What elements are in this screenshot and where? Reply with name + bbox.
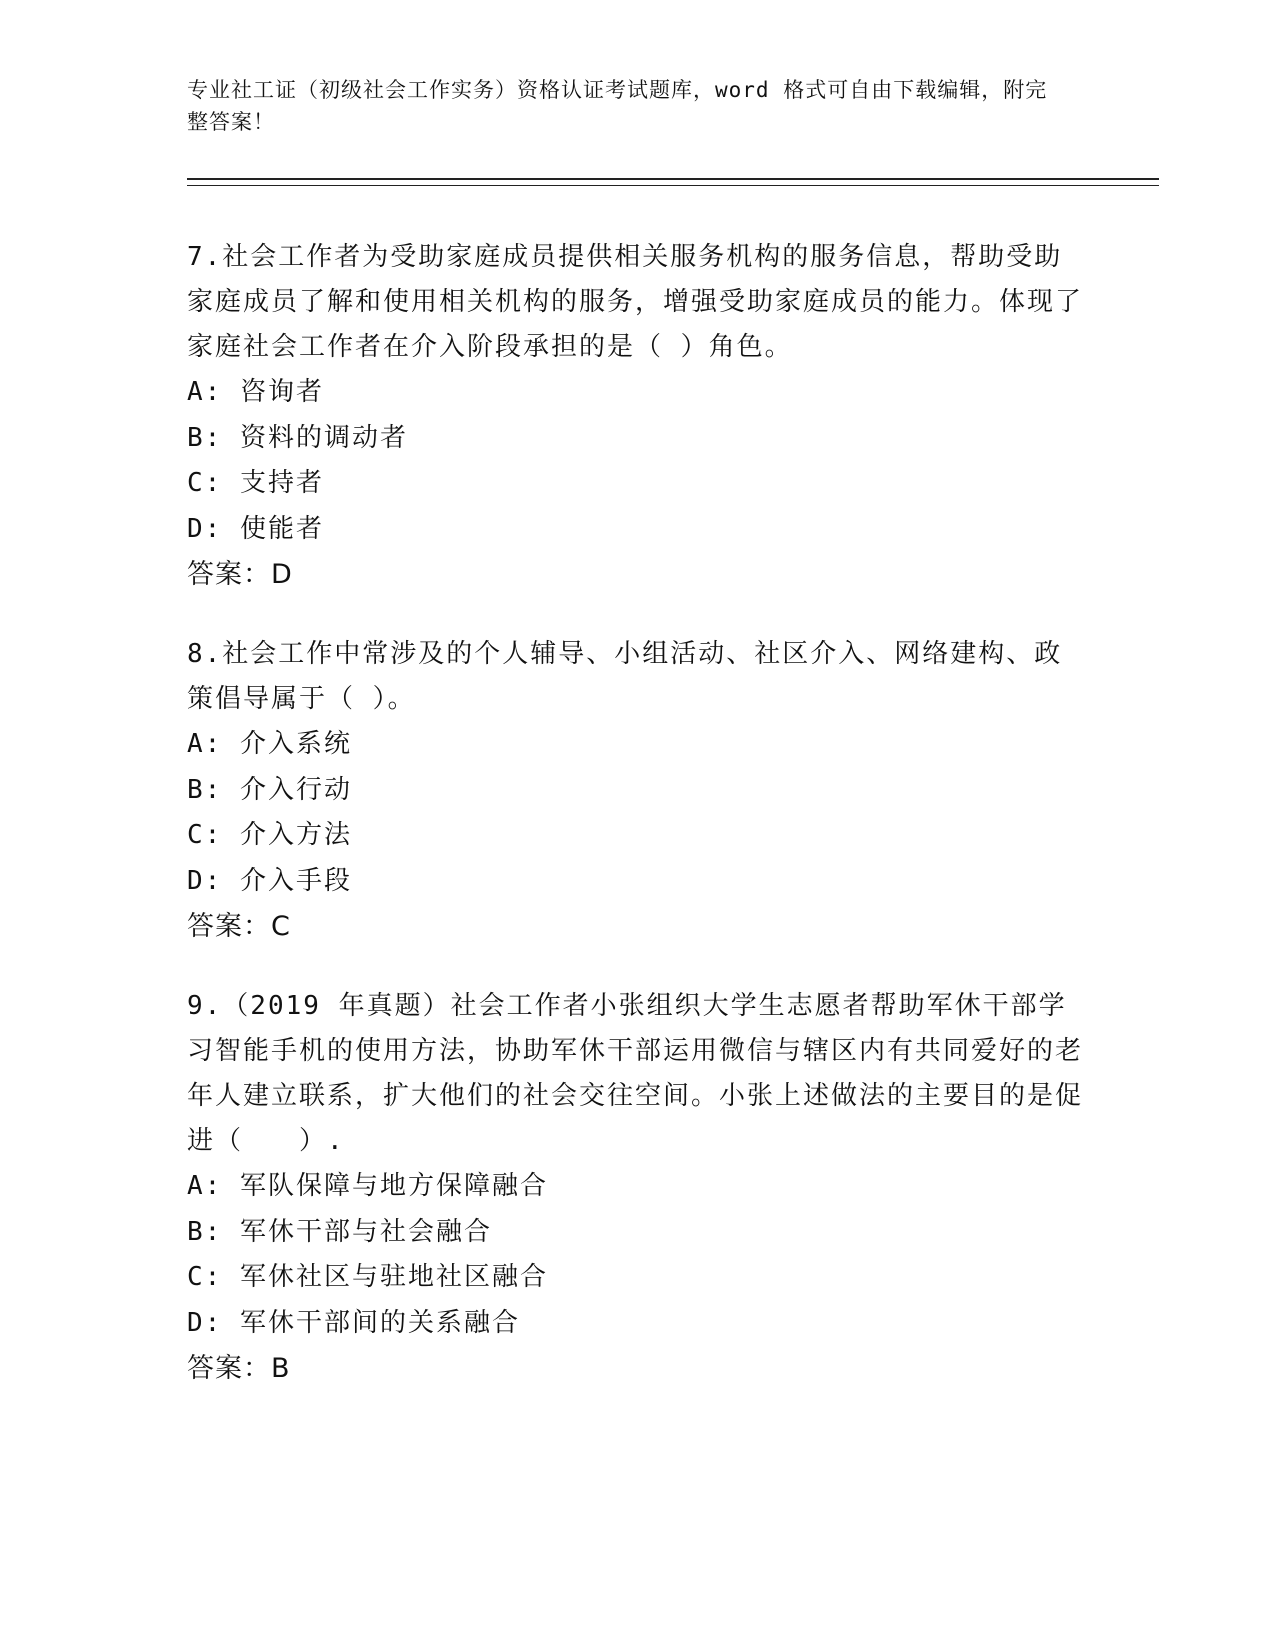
document-header: 专业社工证（初级社会工作实务）资格认证考试题库，word 格式可自由下载编辑，附完整答案！	[187, 78, 1048, 134]
header-divider	[187, 178, 1159, 186]
option-d: D: 介入手段	[187, 865, 352, 896]
option-c: C: 介入方法	[187, 820, 352, 850]
answer-label: 答案：D	[187, 559, 293, 590]
answer-label: 答案：C	[187, 911, 291, 942]
option-c: C: 支持者	[187, 468, 324, 498]
question-8	[187, 632, 1087, 949]
option-c: C: 军休社区与驻地社区融合	[187, 1262, 548, 1292]
answer-label: 答案：B	[187, 1353, 291, 1384]
option-a: A: 介入系统	[187, 729, 352, 759]
question-stem: 9.（2019 年真题）社会工作者小张组织大学生志愿者帮助军休干部学习智能手机的使用方法，协助军休干部运用微信与辖区内有共同爱好的老年人建立联系，扩大他们的社会交往空间。小张上述做法的主要目的是促进（ ）.	[187, 991, 1084, 1156]
option-d: D: 军休干部间的关系融合	[187, 1307, 520, 1338]
question-9	[187, 984, 1087, 1391]
question-7	[187, 235, 1087, 597]
option-d: D: 使能者	[187, 513, 324, 544]
question-stem: 8.社会工作中常涉及的个人辅导、小组活动、社区介入、网络建构、政策倡导属于（ ）。	[187, 639, 1063, 714]
question-list	[187, 235, 1087, 1426]
option-a: A: 咨询者	[187, 377, 324, 407]
option-b: B: 军休干部与社会融合	[187, 1216, 492, 1247]
option-b: B: 资料的调动者	[187, 422, 408, 453]
question-stem: 7.社会工作者为受助家庭成员提供相关服务机构的服务信息，帮助受助家庭成员了解和使用相关机构的服务，增强受助家庭成员的能力。体现了家庭社会工作者在介入阶段承担的是（ ）角色。	[187, 242, 1084, 362]
option-a: A: 军队保障与地方保障融合	[187, 1171, 548, 1201]
option-b: B: 介入行动	[187, 774, 352, 805]
